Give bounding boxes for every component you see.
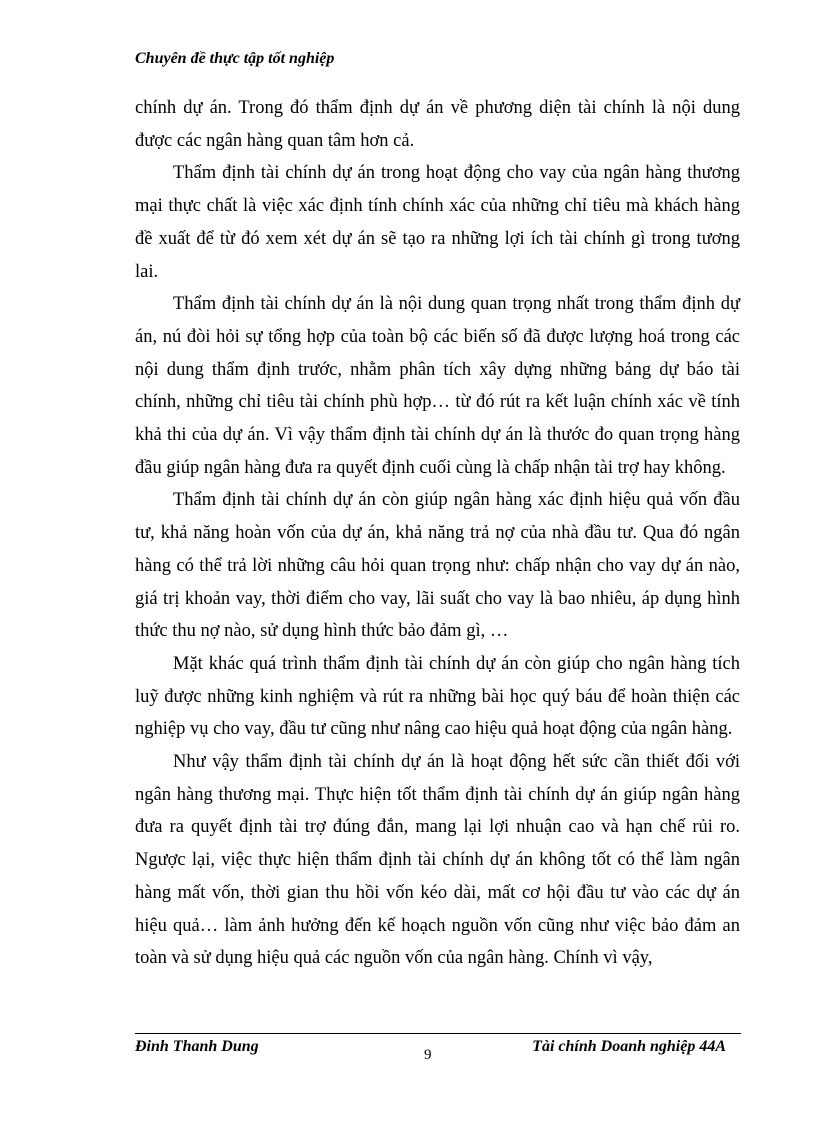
footer-divider <box>135 1033 741 1034</box>
page-number: 9 <box>424 1047 432 1063</box>
paragraph-definition: Thẩm định tài chính dự án trong hoạt động cho vay của ngân hàng thương mại thực chất là việc xác định tính chính xác của những chỉ tiêu mà khách hàng đề xuất để từ đó xem xét dự án sẽ tạo ra những lợi ích tài chính gì trong tương lai. <box>135 163 740 282</box>
footer-class-name: Tài chính Doanh nghiệp 44A <box>532 1038 726 1055</box>
paragraph-importance: Thẩm định tài chính dự án là nội dung quan trọng nhất trong thẩm định dự án, nú đòi hỏi sự tổng hợp của toàn bộ các biến số đã được lượng hoá trong các nội dung thẩm định trước, nhằm phân tích xây dựng những bảng dự báo tài chính, những chỉ tiêu tài chính phù hợp… từ đó rút ra kết luận chính xác về tính khả thi của dự án. Vì vậy thẩm định tài chính dự án là thước đo quan trọng hàng đầu giúp ngân hàng đưa ra quyết định cuối cùng là chấp nhận tài trợ hay không. <box>135 294 740 478</box>
page-header-title: Chuyên đề thực tập tốt nghiệp <box>135 50 335 67</box>
paragraph-conclusion: Như vậy thẩm định tài chính dự án là hoạt động hết sức cần thiết đối với ngân hàng thương mại. Thực hiện tốt thẩm định tài chính dự án giúp ngân hàng đưa ra quyết định tài trợ đúng đắn, mang lại lợi nhuận cao và hạn chế rủi ro. Ngược lại, việc thực hiện thẩm định tài chính dự án không tốt có thể làm ngân hàng mất vốn, thời gian thu hồi vốn kéo dài, mất cơ hội đầu tư vào các dự án hiệu quả… làm ảnh hưởng đến kế hoạch nguồn vốn cũng như việc bảo đảm an toàn và sử dụng hiệu quả các nguồn vốn của ngân hàng. Chính vì vậy, <box>135 752 740 969</box>
paragraph-efficiency: Thẩm định tài chính dự án còn giúp ngân hàng xác định hiệu quả vốn đầu tư, khả năng hoàn vốn của dự án, khả năng trả nợ của nhà đầu tư. Qua đó ngân hàng có thể trả lời những câu hỏi quan trọng như: chấp nhận cho vay dự án nào, giá trị khoản vay, thời điểm cho vay, lãi suất cho vay là bao nhiêu, áp dụng hình thức thu nợ nào, sử dụng hình thức bảo đảm gì, … <box>135 490 740 642</box>
paragraph-experience: Mặt khác quá trình thẩm định tài chính dự án còn giúp cho ngân hàng tích luỹ được những kinh nghiệm và rút ra những bài học quý báu để hoàn thiện các nghiệp vụ cho vay, đầu tư cũng như nâng cao hiệu quả hoạt động của ngân hàng. <box>135 653 740 740</box>
body-text <box>135 92 740 975</box>
paragraph-continuation: chính dự án. Trong đó thẩm định dự án về phương diện tài chính là nội dung được các ngân hàng quan tâm hơn cả. <box>135 98 740 151</box>
footer-author: Đinh Thanh Dung <box>135 1038 259 1055</box>
